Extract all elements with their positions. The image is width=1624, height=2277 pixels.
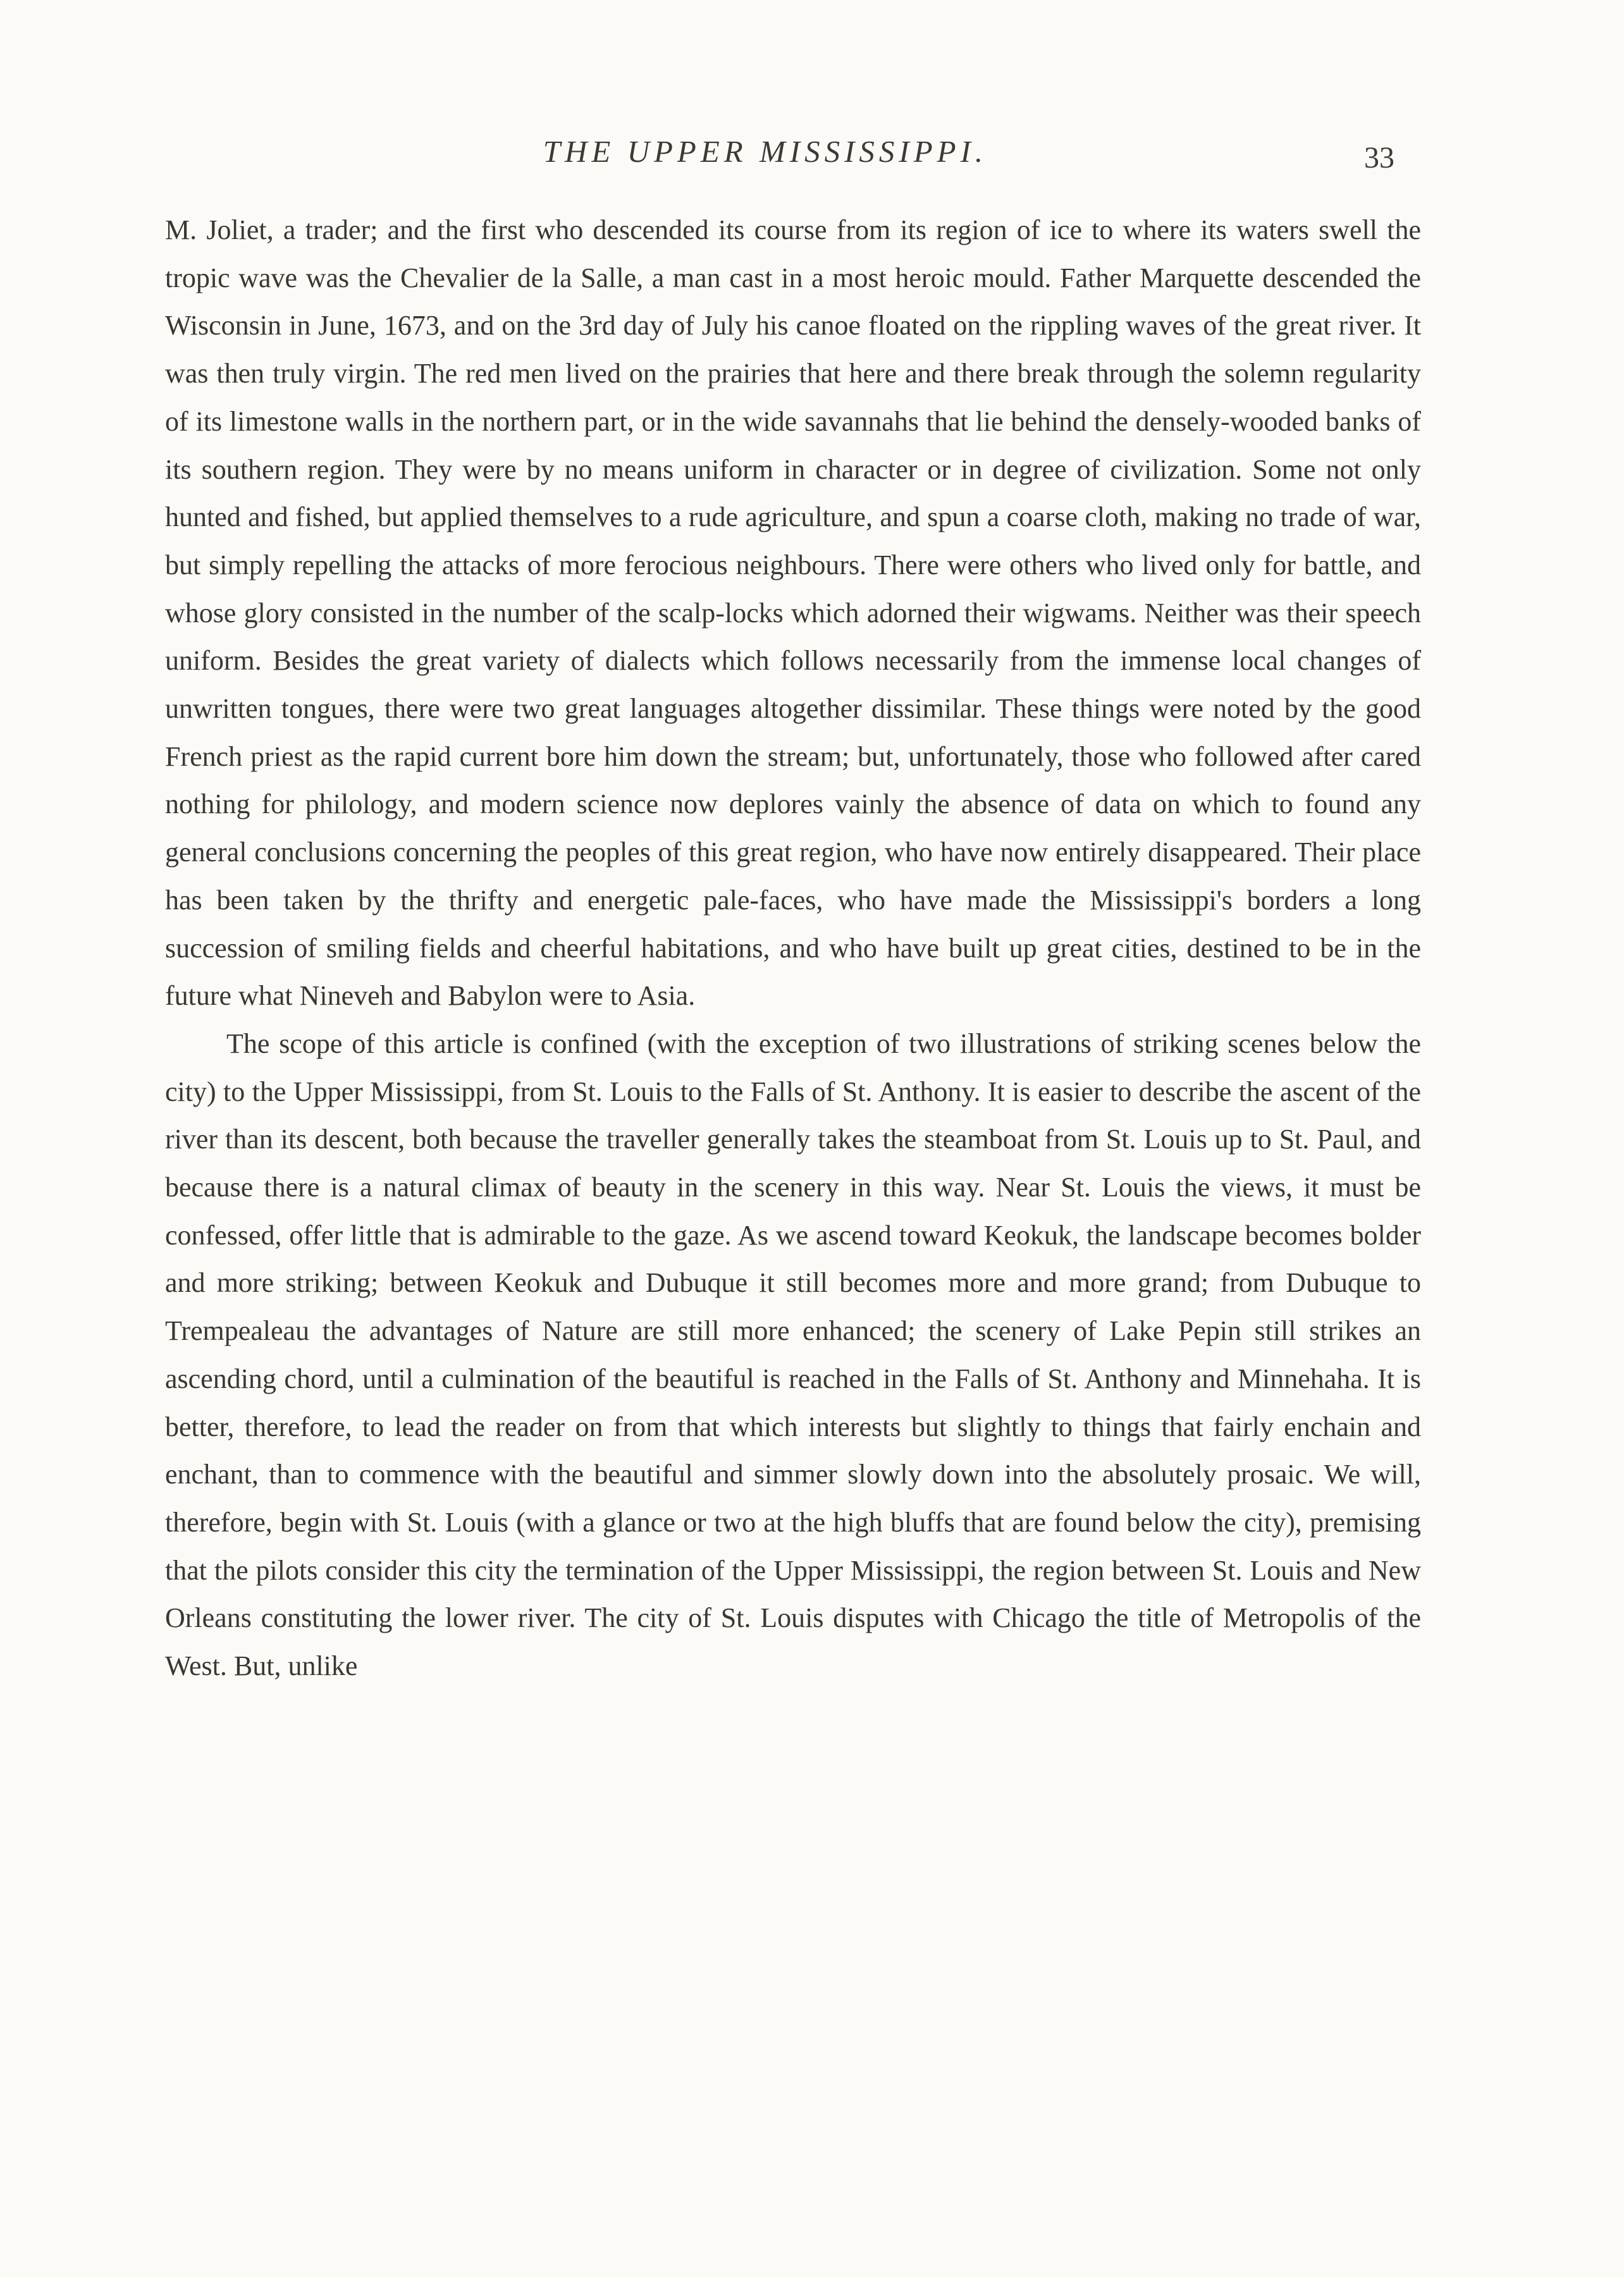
paragraph-continued: M. Joliet, a trader; and the first who descended its course from its region of ice to where its waters swell the tropic wave was the Chevalier de la Salle, a man cast in a most heroic mould. Father Marquette descended the Wisconsin in June, 1673, and on the 3rd day of July his canoe floated on the rippling waves of the great river. It was then truly virgin. The red men lived on the prairies that here and there break through the solemn regularity of its limestone walls in the northern part, or in the wide savannahs that lie behind the densely-wooded banks of its southern region. They were by no means uniform in character or in degree of civilization. Some not only hunted and fished, but applied themselves to a rude agriculture, and spun a coarse cloth, making no trade of war, but simply repelling the attacks of more ferocious neighbours. There were others who lived only for battle, and whose glory consisted in the number of the scalp-locks which adorned their wigwams. Neither was their speech uniform. Besides the great variety of dialects which follows necessarily from the immense local changes of unwritten tongues, there were two great languages altogether dissimilar. These things were noted by the good French priest as the rapid current bore him down the stream; but, unfortunately, those who followed after cared nothing for philology, and modern science now deplores vainly the absence of data on which to found any general conclusions concerning the peoples of this great region, who have now entirely disappeared. Their place has been taken by the thrifty and energetic pale-faces, who have made the Mississippi's borders a long succession of smiling fields and cheerful habitations, and who have built up great cities, destined to be in the future what Nineveh and Babylon were to Asia.	[165, 214, 1421, 1012]
paragraph: The scope of this article is confined (with the exception of two illustrations of striking scenes below the city) to the Upper Mississippi, from St. Louis to the Falls of St. Anthony. It is easier to describe the ascent of the river than its descent, both because the traveller generally takes the steamboat from St. Louis up to St. Paul, and because there is a natural climax of beauty in the scenery in this way. Near St. Louis the views, it must be confessed, offer little that is admirable to the gaze. As we ascend toward Keokuk, the landscape becomes bolder and more striking; between Keokuk and Dubuque it still becomes more and more grand; from Dubuque to Trempealeau the advantages of Nature are still more enhanced; the scenery of Lake Pepin still strikes an ascending chord, until a culmination of the beautiful is reached in the Falls of St. Anthony and Minnehaha. It is better, therefore, to lead the reader on from that which interests but slightly to things that fairly enchain and enchant, than to commence with the beautiful and simmer slowly down into the absolutely prosaic. We will, therefore, begin with St. Louis (with a glance or two at the high bluffs that are found below the city), premising that the pilots consider this city the termination of the Upper Mississippi, the region between St. Louis and New Orleans constituting the lower river. The city of St. Louis disputes with Chicago the title of Metropolis of the West. But, unlike	[165, 1028, 1421, 1682]
page-number: 33	[1364, 141, 1394, 175]
running-head	[164, 126, 1429, 177]
running-title: THE UPPER MISSISSIPPI.	[543, 134, 988, 169]
body-text	[165, 206, 1421, 1690]
